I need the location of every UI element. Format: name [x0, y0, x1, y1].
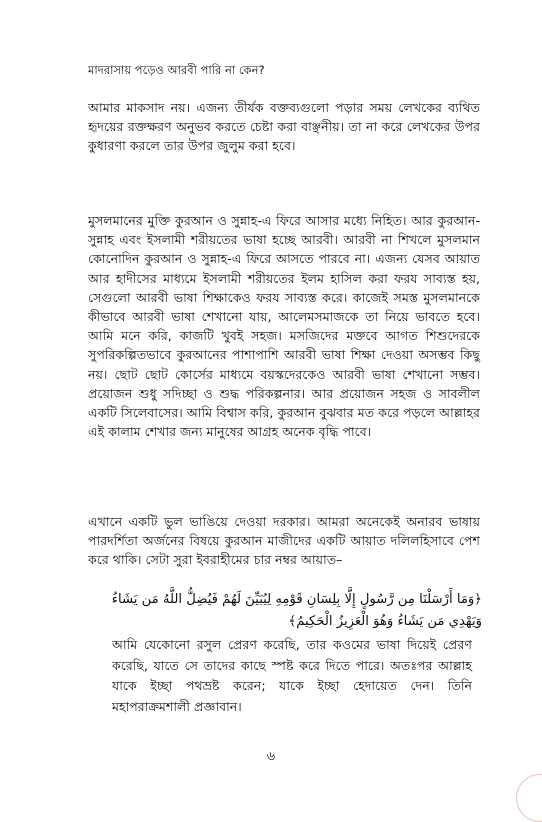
page-number: ৬	[266, 749, 276, 764]
verse-translation: আমি যেকোনো রসুল প্রেরণ করেছি, তার কওমের ভাষা দিয়েই প্রেরণ করেছি, যাতে সে তাদের কাছে স্পষ্ট করে দিতে পারে। অতঃপর আল্লাহ যাকে ইচ্ছা পথভ্রষ্ট করেন; যাকে ইচ্ছা হেদায়েত দেন। তিনি মহাপরাক্রমশালী প্রজ্ঞাবান।	[112, 637, 472, 714]
paragraph-3: এখানে একটি ভুল ভাঙিয়ে দেওয়া দরকার। আমরা অনেকেই অনারব ভাষায় পারদর্শিতা অর্জনের বিষয়ে কুরআন মাজীদের একটি আয়াত দলিলহিসাবে পেশ করে থাকি। সেটা সুরা ইবরাহীমের চার নম্বর আয়াত–	[88, 514, 480, 568]
paragraph-1: আমার মাকসাদ নয়। এজন্য তীর্যক বক্তব্যগুলো পড়ার সময় লেখকের ব্যথিত হৃদয়ের রক্তক্ষরণ অনুভব করতে চেষ্টা করা বাঞ্ছনীয়। তা না করে লেখকের উপর কুধারণা করলে তার উপর জুলুম করা হবে।	[88, 100, 480, 154]
corner-stamp-mark	[516, 774, 542, 822]
quran-verse-arabic: ﴿وَمَا أَرْسَلْنَا مِن رَّسُولٍ إِلَّا بِلِسَانِ قَوْمِهِ لِيُبَيِّنَ لَهُمْ فَيُضِلُّ اللَّهُ مَن يَشَاءُ وَيَهْدِي مَن يَشَاءُ وَهُوَ الْعَزِيزُ الْحَكِيمُ﴾	[111, 592, 482, 629]
running-header: মাদরাসায় পড়েও আরবী পারি না কেন?	[88, 63, 265, 77]
paragraph-2: মুসলমানের মুক্তি কুরআন ও সুন্নাহ-এ ফিরে আসার মধ্যে নিহিত। আর কুরআন-সুন্নাহ এবং ইসলামী শরীয়তের ভাষা হচ্ছে আরবী। আরবী না শিখলে মুসলমান কোনোদিন কুরআন ও সুন্নাহ-এ ফিরে আসতে পারবে না। এজন্য যেসব আয়াত আর হাদীসের মাধ্যমে ইসলামী শরীয়তের ইলম হাসিল করা ফরয সাব্যস্ত হয়, সেগুলো আরবী ভাষা শিক্ষাকেও ফরয সাব্যস্ত করে। কাজেই সমস্ত মুসলমানকে কীভাবে আরবী ভাষা শেখানো যায়, আলেমসমাজকে তা নিয়ে ভাবতে হবে। আমি মনে করি, কাজটি খুবই সহজ। মসজিদের মক্তবে আগত শিশুদেরকে সুপরিকল্পিতভাবে কুরআনের পাশাপাশি আরবী ভাষা শিক্ষা দেওয়া অসম্ভব কিছু নয়। ছোট ছোট কোর্সের মাধ্যমে বয়স্কদেরকেও আরবী ভাষা শেখানো সম্ভব। প্রয়োজন শুধু সদিচ্ছা ও শুদ্ধ পরিকল্পনার। আর প্রয়োজন সহজ ও সাবলীল একটি সিলেবাসের। আমি বিশ্বাস করি, কুরআন বুঝবার মত করে পড়লে আল্লাহর এই কালাম শেখার জন্য মানুষের আগ্রহ অনেক বৃদ্ধি পাবে।	[88, 213, 480, 440]
